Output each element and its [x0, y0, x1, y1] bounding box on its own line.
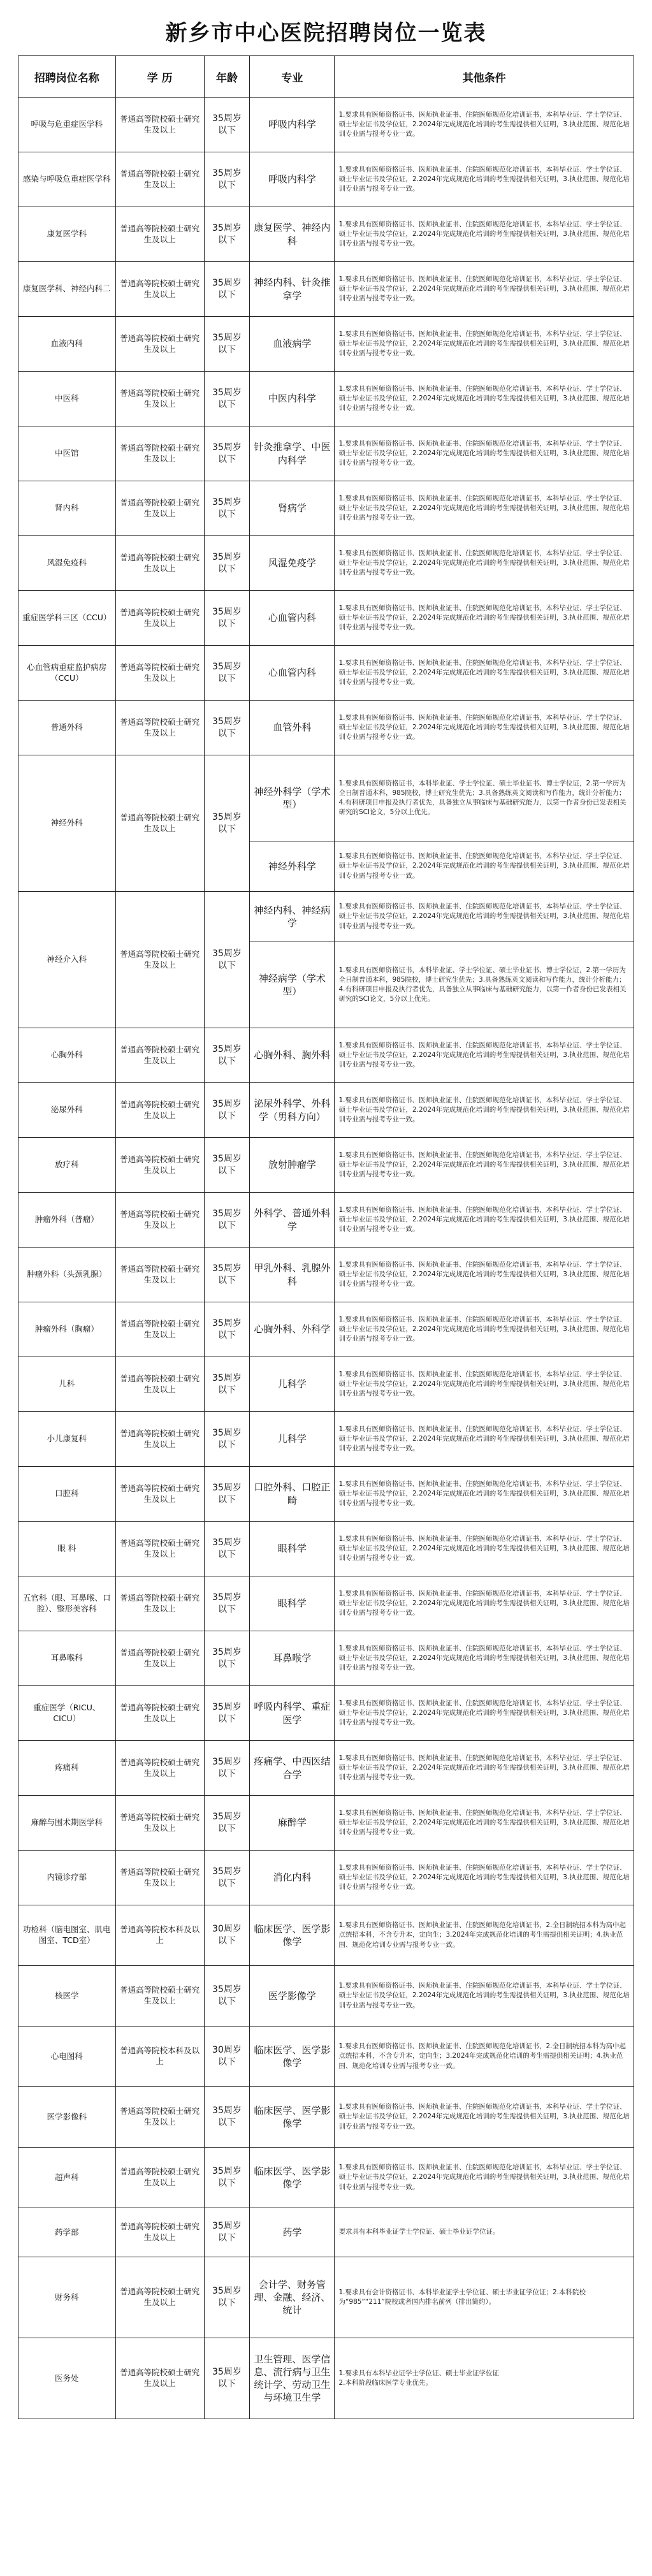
cell-edu: 普通高等院校硕士研究生及以上: [115, 2257, 204, 2338]
cell-age: 35周岁以下: [204, 207, 249, 262]
table-row: [18, 152, 634, 207]
cell-major: 针灸推拿学、中医内科学: [250, 426, 335, 481]
cell-major: 心胸外科、外科学: [250, 1302, 335, 1357]
cell-major: 药学: [250, 2208, 335, 2257]
cell-cond: 1.要求具有医师资格证书、医师执业证书、住院医师规范化培训证书，本科毕业证、学士学位证、硕士毕业证书及学位证，2.2024年完成规范化培训的考生需提供相关证明，3.执业范围、规范化培训专业需与报考专业一致。: [335, 1631, 634, 1686]
cell-age: 35周岁以下: [204, 1966, 249, 2027]
cell-cond: 1.要求具有医师资格证书、医师执业证书、住院医师规范化培训证书，本科毕业证、学士学位证、硕士毕业证书及学位证，2.2024年完成规范化培训的考生需提供相关证明，3.执业范围、规范化培训专业需与报考专业一致。: [335, 2148, 634, 2208]
cell-major: 疼痛学、中西医结合学: [250, 1741, 335, 1796]
cell-dept: 感染与呼吸危重症医学科: [18, 152, 116, 207]
cell-dept: 风湿免疫科: [18, 536, 116, 591]
table-row: [18, 1028, 634, 1083]
cell-age: 35周岁以下: [204, 1302, 249, 1357]
table-row: [18, 1467, 634, 1522]
cell-cond: 1.要求具有医师资格证书，本科毕业证、学士学位证、硕士毕业证书、博士学位证，2.第一学历为全日制普通本科，985院校，博士研究生优先；3.具备熟练英文阅读和写作能力，统计分析能力；4.有科研项目申报及执行者优先，具备独立从事临床与基础研究能力，以第一作者身份已发表相关研究的SCI论文，5分以上优先。: [335, 942, 634, 1028]
table-header-row: [18, 56, 634, 98]
cell-major: 临床医学、医学影像学: [250, 2148, 335, 2208]
table-row: [18, 2087, 634, 2148]
cell-edu: 普通高等院校硕士研究生及以上: [115, 1631, 204, 1686]
cell-dept: 肿瘤外科（胸瘤）: [18, 1302, 116, 1357]
cell-edu: 普通高等院校硕士研究生及以上: [115, 481, 204, 536]
table-row: [18, 481, 634, 536]
page-title: 新乡市中心医院招聘岗位一览表: [165, 20, 487, 46]
cell-edu: 普通高等院校硕士研究生及以上: [115, 1028, 204, 1083]
table-row: [18, 1966, 634, 2027]
cell-edu: 普通高等院校硕士研究生及以上: [115, 591, 204, 646]
cell-dept: 耳鼻喉科: [18, 1631, 116, 1686]
cell-major: 消化内科: [250, 1851, 335, 1905]
cell-cond: 1.要求具有医师资格证书、医师执业证书、住院医师规范化培训证书，本科毕业证、学士学位证、硕士毕业证书及学位证，2.2024年完成规范化培训的考生需提供相关证明，3.执业范围、规范化培训专业需与报考专业一致。: [335, 2087, 634, 2148]
cell-dept: 儿科: [18, 1357, 116, 1412]
cell-age: 35周岁以下: [204, 2338, 249, 2419]
cell-cond: 1.要求具有医师资格证书、医师执业证书、住院医师规范化培训证书，本科毕业证、学士学位证、硕士毕业证书及学位证，2.2024年完成规范化培训的考生需提供相关证明，3.执业范围、规范化培训专业需与报考专业一致。: [335, 262, 634, 317]
cell-cond: 1.要求具有医师资格证书、医师执业证书、住院医师规范化培训证书，本科毕业证、学士学位证、硕士毕业证书及学位证，2.2024年完成规范化培训的考生需提供相关证明，3.执业范围、规范化培训专业需与报考专业一致。: [335, 1083, 634, 1138]
cell-major: 临床医学、医学影像学: [250, 2027, 335, 2087]
table-row: [18, 646, 634, 701]
cell-major: 泌尿外科学、外科学（男科方向）: [250, 1083, 335, 1138]
cell-edu: 普通高等院校硕士研究生及以上: [115, 646, 204, 701]
cell-cond: 1.要求具有医师资格证书、医师执业证书、住院医师规范化培训证书，2.全日制统招本科为高中起点统招本科，不含专升本，定向生；3.2024年完成规范化培训的考生需提供相关证明；4.执业范围、规范化培训专业需与报考专业一致。: [335, 2027, 634, 2087]
cell-edu: 普通高等院校硕士研究生及以上: [115, 1357, 204, 1412]
cell-major: 卫生管理、医学信息、流行病与卫生统计学、劳动卫生与环境卫生学: [250, 2338, 335, 2419]
cell-dept: 康复医学科: [18, 207, 116, 262]
cell-age: 35周岁以下: [204, 1028, 249, 1083]
cell-major: 眼科学: [250, 1576, 335, 1631]
cell-edu: 普通高等院校硕士研究生及以上: [115, 1193, 204, 1248]
table-row: [18, 1741, 634, 1796]
cell-dept: 康复医学科、神经内科二: [18, 262, 116, 317]
cell-edu: 普通高等院校硕士研究生及以上: [115, 2338, 204, 2419]
cell-edu: 普通高等院校硕士研究生及以上: [115, 372, 204, 426]
table-row: [18, 701, 634, 755]
header-age: 年龄: [204, 56, 249, 98]
cell-edu: 普通高等院校硕士研究生及以上: [115, 536, 204, 591]
cell-age: 35周岁以下: [204, 1467, 249, 1522]
table-row: [18, 1905, 634, 1966]
cell-dept: 功检科（脑电图室、肌电图室、TCD室）: [18, 1905, 116, 1966]
cell-cond: 1.要求具有会计资格证书、本科毕业证学士学位证、硕士毕业证学位证；2.本科院校为“985”“211”院校或者国内排名前列（排出简约）。: [335, 2257, 634, 2338]
cell-major: 耳鼻喉学: [250, 1631, 335, 1686]
table-row: [18, 1302, 634, 1357]
cell-dept: 心胸外科: [18, 1028, 116, 1083]
cell-cond: 1.要求具有医师资格证书、医师执业证书、住院医师规范化培训证书，2.全日制统招本科为高中起点统招本科，不含专升本，定向生；3.2024年完成规范化培训的考生需提供相关证明；4.执业范围、规范化培训专业需与报考专业一致。: [335, 1905, 634, 1966]
cell-age: 35周岁以下: [204, 2087, 249, 2148]
table-row: [18, 536, 634, 591]
cell-major: 外科学、普通外科学: [250, 1193, 335, 1248]
table-row: [18, 1796, 634, 1851]
cell-age: 35周岁以下: [204, 1796, 249, 1851]
table-row: [18, 1357, 634, 1412]
cell-cond: 1.要求具有医师资格证书、医师执业证书、住院医师规范化培训证书，本科毕业证、学士学位证、硕士毕业证书及学位证，2.2024年完成规范化培训的考生需提供相关证明，3.执业范围、规范化培训专业需与报考专业一致。: [335, 152, 634, 207]
cell-major: 中医内科学: [250, 372, 335, 426]
cell-dept: 口腔科: [18, 1467, 116, 1522]
cell-dept: 小儿康复科: [18, 1412, 116, 1467]
cell-cond: 1.要求具有医师资格证书、医师执业证书、住院医师规范化培训证书，本科毕业证、学士学位证、硕士毕业证书及学位证，2.2024年完成规范化培训的考生需提供相关证明，3.执业范围、规范化培训专业需与报考专业一致。: [335, 536, 634, 591]
cell-major: 儿科学: [250, 1412, 335, 1467]
table-row: [18, 98, 634, 152]
cell-major: 临床医学、医学影像学: [250, 2087, 335, 2148]
cell-cond: 1.要求具有医师资格证书、医师执业证书、住院医师规范化培训证书，本科毕业证、学士学位证、硕士毕业证书及学位证，2.2024年完成规范化培训的考生需提供相关证明，3.执业范围、规范化培训专业需与报考专业一致。: [335, 426, 634, 481]
cell-edu: 普通高等院校硕士研究生及以上: [115, 207, 204, 262]
cell-age: 35周岁以下: [204, 1138, 249, 1193]
table-row: [18, 1083, 634, 1138]
cell-age: 35周岁以下: [204, 1248, 249, 1302]
table-row: [18, 2257, 634, 2338]
table-row: [18, 262, 634, 317]
cell-edu: 普通高等院校硕士研究生及以上: [115, 1412, 204, 1467]
cell-dept: 呼吸与危重症医学科: [18, 98, 116, 152]
cell-major: 心血管内科: [250, 646, 335, 701]
cell-cond: 1.要求具有医师资格证书、医师执业证书、住院医师规范化培训证书，本科毕业证、学士学位证、硕士毕业证书及学位证，2.2024年完成规范化培训的考生需提供相关证明，3.执业范围、规范化培训专业需与报考专业一致。: [335, 1576, 634, 1631]
cell-age: 35周岁以下: [204, 1522, 249, 1576]
cell-edu: 普通高等院校硕士研究生及以上: [115, 98, 204, 152]
table-row: [18, 1138, 634, 1193]
cell-age: 35周岁以下: [204, 1357, 249, 1412]
cell-dept: 眼 科: [18, 1522, 116, 1576]
cell-dept: 疼痛科: [18, 1741, 116, 1796]
cell-age: 35周岁以下: [204, 98, 249, 152]
cell-dept: 肾内科: [18, 481, 116, 536]
cell-major: 神经外科学（学术型）: [250, 755, 335, 841]
cell-edu: 普通高等院校硕士研究生及以上: [115, 1522, 204, 1576]
cell-edu: 普通高等院校硕士研究生及以上: [115, 1851, 204, 1905]
cell-age: 35周岁以下: [204, 426, 249, 481]
header-edu: 学 历: [115, 56, 204, 98]
cell-cond: 1.要求具有医师资格证书、医师执业证书、住院医师规范化培训证书，本科毕业证、学士学位证、硕士毕业证书及学位证，2.2024年完成规范化培训的考生需提供相关证明，3.执业范围、规范化培训专业需与报考专业一致。: [335, 646, 634, 701]
table-row: [18, 1631, 634, 1686]
cell-edu: 普通高等院校硕士研究生及以上: [115, 2148, 204, 2208]
cell-major: 肾病学: [250, 481, 335, 536]
cell-age: 35周岁以下: [204, 591, 249, 646]
cell-dept: 泌尿外科: [18, 1083, 116, 1138]
cell-edu: 普通高等院校硕士研究生及以上: [115, 426, 204, 481]
cell-edu: 普通高等院校硕士研究生及以上: [115, 262, 204, 317]
cell-major: 呼吸内科学、重症医学: [250, 1686, 335, 1741]
cell-major: 神经病学（学术型）: [250, 942, 335, 1028]
cell-cond: 1.要求具有医师资格证书、医师执业证书、住院医师规范化培训证书，本科毕业证、学士学位证、硕士毕业证书及学位证，2.2024年完成规范化培训的考生需提供相关证明，3.执业范围、规范化培训专业需与报考专业一致。: [335, 1796, 634, 1851]
cell-age: 30周岁以下: [204, 1905, 249, 1966]
cell-edu: 普通高等院校硕士研究生及以上: [115, 1686, 204, 1741]
cell-edu: 普通高等院校硕士研究生及以上: [115, 2087, 204, 2148]
cell-age: 35周岁以下: [204, 317, 249, 372]
cell-edu: 普通高等院校硕士研究生及以上: [115, 1467, 204, 1522]
table-row: [18, 1522, 634, 1576]
cell-dept: 肿瘤外科（普瘤）: [18, 1193, 116, 1248]
cell-cond: 1.要求具有医师资格证书、医师执业证书、住院医师规范化培训证书，本科毕业证、学士学位证、硕士毕业证书及学位证，2.2024年完成规范化培训的考生需提供相关证明，3.执业范围、规范化培训专业需与报考专业一致。: [335, 1741, 634, 1796]
cell-cond: 1.要求具有医师资格证书、医师执业证书、住院医师规范化培训证书，本科毕业证、学士学位证、硕士毕业证书及学位证，2.2024年完成规范化培训的考生需提供相关证明，3.执业范围、规范化培训专业需与报考专业一致。: [335, 1686, 634, 1741]
cell-cond: 1.要求具有医师资格证书、医师执业证书、住院医师规范化培训证书，本科毕业证、学士学位证、硕士毕业证书及学位证，2.2024年完成规范化培训的考生需提供相关证明，3.执业范围、规范化培训专业需与报考专业一致。: [335, 1028, 634, 1083]
cell-dept: 放疗科: [18, 1138, 116, 1193]
cell-major: 心血管内科: [250, 591, 335, 646]
cell-dept: 药学部: [18, 2208, 116, 2257]
cell-edu: 普通高等院校本科及以上: [115, 1905, 204, 1966]
cell-major: 神经外科学: [250, 841, 335, 892]
cell-dept: 医学影像科: [18, 2087, 116, 2148]
cell-cond: 1.要求具有医师资格证书、医师执业证书、住院医师规范化培训证书，本科毕业证、学士学位证、硕士毕业证书及学位证，2.2024年完成规范化培训的考生需提供相关证明，3.执业范围、规范化培训专业需与报考专业一致。: [335, 841, 634, 892]
table-row: [18, 207, 634, 262]
table-row: [18, 1248, 634, 1302]
cell-age: 35周岁以下: [204, 1412, 249, 1467]
cell-age: 30周岁以下: [204, 2027, 249, 2087]
cell-age: 35周岁以下: [204, 1631, 249, 1686]
cell-cond: 1.要求具有医师资格证书、医师执业证书、住院医师规范化培训证书，本科毕业证、学士学位证、硕士毕业证书及学位证，2.2024年完成规范化培训的考生需提供相关证明，3.执业范围、规范化培训专业需与报考专业一致。: [335, 1966, 634, 2027]
table-row: [18, 892, 634, 942]
cell-cond: 1.要求具有医师资格证书、医师执业证书、住院医师规范化培训证书，本科毕业证、学士学位证、硕士毕业证书及学位证，2.2024年完成规范化培训的考生需提供相关证明，3.执业范围、规范化培训专业需与报考专业一致。: [335, 1248, 634, 1302]
table-row: [18, 2027, 634, 2087]
cell-edu: 普通高等院校硕士研究生及以上: [115, 152, 204, 207]
cell-age: 35周岁以下: [204, 2148, 249, 2208]
cell-dept: 财务科: [18, 2257, 116, 2338]
cell-cond: 1.要求具有医师资格证书、医师执业证书、住院医师规范化培训证书，本科毕业证、学士学位证、硕士毕业证书及学位证，2.2024年完成规范化培训的考生需提供相关证明，3.执业范围、规范化培训专业需与报考专业一致。: [335, 892, 634, 942]
cell-major: 心胸外科、胸外科: [250, 1028, 335, 1083]
cell-dept: 心电图科: [18, 2027, 116, 2087]
cell-dept: 血液内科: [18, 317, 116, 372]
cell-age: 35周岁以下: [204, 262, 249, 317]
table-row: [18, 2208, 634, 2257]
cell-dept: 内镜诊疗部: [18, 1851, 116, 1905]
cell-edu: 普通高等院校本科及以上: [115, 2027, 204, 2087]
cell-edu: 普通高等院校硕士研究生及以上: [115, 2208, 204, 2257]
cell-dept: 麻醉与围术期医学科: [18, 1796, 116, 1851]
header-dept: 招聘岗位名称: [18, 56, 116, 98]
table-row: [18, 2338, 634, 2419]
table-row: [18, 2148, 634, 2208]
cell-dept: 核医学: [18, 1966, 116, 2027]
table-row: [18, 591, 634, 646]
cell-age: 35周岁以下: [204, 1576, 249, 1631]
cell-dept: 五官科（眼、耳鼻喉、口腔）、整形美容科: [18, 1576, 116, 1631]
cell-edu: 普通高等院校硕士研究生及以上: [115, 317, 204, 372]
cell-major: 会计学、财务管理、金融、经济、统计: [250, 2257, 335, 2338]
cell-dept: 肿瘤外科（头颈乳腺）: [18, 1248, 116, 1302]
cell-dept: 中医馆: [18, 426, 116, 481]
cell-age: 35周岁以下: [204, 1083, 249, 1138]
cell-dept: 普通外科: [18, 701, 116, 755]
cell-major: 甲乳外科、乳腺外科: [250, 1248, 335, 1302]
cell-cond: 要求具有本科毕业证学士学位证、硕士毕业证学位证。: [335, 2208, 634, 2257]
cell-age: 35周岁以下: [204, 646, 249, 701]
cell-major: 神经内科、针灸推拿学: [250, 262, 335, 317]
table-body: [18, 98, 634, 2419]
cell-edu: 普通高等院校硕士研究生及以上: [115, 755, 204, 892]
cell-age: 35周岁以下: [204, 1193, 249, 1248]
cell-edu: 普通高等院校硕士研究生及以上: [115, 1083, 204, 1138]
cell-major: 麻醉学: [250, 1796, 335, 1851]
cell-dept: 超声科: [18, 2148, 116, 2208]
cell-dept: 心血管病重症监护病房（CCU）: [18, 646, 116, 701]
header-cond: 其他条件: [335, 56, 634, 98]
table-row: [18, 1193, 634, 1248]
cell-dept: 中医科: [18, 372, 116, 426]
cell-major: 血管外科: [250, 701, 335, 755]
cell-cond: 1.要求具有医师资格证书、医师执业证书、住院医师规范化培训证书，本科毕业证、学士学位证、硕士毕业证书及学位证，2.2024年完成规范化培训的考生需提供相关证明，3.执业范围、规范化培训专业需与报考专业一致。: [335, 1522, 634, 1576]
cell-age: 35周岁以下: [204, 152, 249, 207]
cell-major: 临床医学、医学影像学: [250, 1905, 335, 1966]
cell-cond: 1.要求具有医师资格证书、医师执业证书、住院医师规范化培训证书，本科毕业证、学士学位证、硕士毕业证书及学位证，2.2024年完成规范化培训的考生需提供相关证明，3.执业范围、规范化培训专业需与报考专业一致。: [335, 1357, 634, 1412]
cell-edu: 普通高等院校硕士研究生及以上: [115, 1741, 204, 1796]
cell-dept: 重症医学科三区（CCU）: [18, 591, 116, 646]
cell-age: 35周岁以下: [204, 1851, 249, 1905]
cell-cond: 1.要求具有医师资格证书、医师执业证书、住院医师规范化培训证书，本科毕业证、学士学位证、硕士毕业证书及学位证，2.2024年完成规范化培训的考生需提供相关证明，3.执业范围、规范化培训专业需与报考专业一致。: [335, 1851, 634, 1905]
cell-cond: 1.要求具有医师资格证书、医师执业证书、住院医师规范化培训证书，本科毕业证、学士学位证、硕士毕业证书及学位证，2.2024年完成规范化培训的考生需提供相关证明，3.执业范围、规范化培训专业需与报考专业一致。: [335, 1467, 634, 1522]
cell-major: 血液病学: [250, 317, 335, 372]
cell-major: 神经内科、神经病学: [250, 892, 335, 942]
cell-major: 呼吸内科学: [250, 152, 335, 207]
cell-dept: 神经外科: [18, 755, 116, 892]
table-row: [18, 1686, 634, 1741]
cell-age: 35周岁以下: [204, 2208, 249, 2257]
cell-age: 35周岁以下: [204, 536, 249, 591]
table-row: [18, 1851, 634, 1905]
cell-cond: 1.要求具有医师资格证书，本科毕业证、学士学位证、硕士毕业证书、博士学位证，2.第一学历为全日制普通本科，985院校，博士研究生优先；3.具备熟练英文阅读和写作能力，统计分析能力；4.有科研项目申报及执行者优先，具备独立从事临床与基础研究能力，以第一作者身份已发表相关研究的SCI论文，5分以上优先。: [335, 755, 634, 841]
table-row: [18, 372, 634, 426]
cell-cond: 1.要求具有医师资格证书、医师执业证书、住院医师规范化培训证书，本科毕业证、学士学位证、硕士毕业证书及学位证，2.2024年完成规范化培训的考生需提供相关证明，3.执业范围、规范化培训专业需与报考专业一致。: [335, 1193, 634, 1248]
cell-major: 儿科学: [250, 1357, 335, 1412]
cell-cond: 1.要求具有医师资格证书、医师执业证书、住院医师规范化培训证书，本科毕业证、学士学位证、硕士毕业证书及学位证，2.2024年完成规范化培训的考生需提供相关证明，3.执业范围、规范化培训专业需与报考专业一致。: [335, 591, 634, 646]
cell-edu: 普通高等院校硕士研究生及以上: [115, 701, 204, 755]
cell-edu: 普通高等院校硕士研究生及以上: [115, 1138, 204, 1193]
cell-major: 康复医学、神经内科: [250, 207, 335, 262]
cell-age: 35周岁以下: [204, 1741, 249, 1796]
cell-age: 35周岁以下: [204, 481, 249, 536]
table-row: [18, 426, 634, 481]
cell-dept: 重症医学（RICU、CICU）: [18, 1686, 116, 1741]
cell-cond: 1.要求具有医师资格证书、医师执业证书、住院医师规范化培训证书，本科毕业证、学士学位证、硕士毕业证书及学位证，2.2024年完成规范化培训的考生需提供相关证明，3.执业范围、规范化培训专业需与报考专业一致。: [335, 481, 634, 536]
cell-age: 35周岁以下: [204, 701, 249, 755]
cell-cond: 1.要求具有医师资格证书、医师执业证书、住院医师规范化培训证书，本科毕业证、学士学位证、硕士毕业证书及学位证，2.2024年完成规范化培训的考生需提供相关证明，3.执业范围、规范化培训专业需与报考专业一致。: [335, 317, 634, 372]
cell-major: 风湿免疫学: [250, 536, 335, 591]
cell-major: 呼吸内科学: [250, 98, 335, 152]
cell-cond: 1.要求具有医师资格证书、医师执业证书、住院医师规范化培训证书，本科毕业证、学士学位证、硕士毕业证书及学位证，2.2024年完成规范化培训的考生需提供相关证明，3.执业范围、规范化培训专业需与报考专业一致。: [335, 1138, 634, 1193]
cell-cond: 1.要求具有医师资格证书、医师执业证书、住院医师规范化培训证书，本科毕业证、学士学位证、硕士毕业证书及学位证，2.2024年完成规范化培训的考生需提供相关证明，3.执业范围、规范化培训专业需与报考专业一致。: [335, 98, 634, 152]
table-row: [18, 1412, 634, 1467]
cell-edu: 普通高等院校硕士研究生及以上: [115, 1966, 204, 2027]
cell-age: 35周岁以下: [204, 892, 249, 1028]
cell-edu: 普通高等院校硕士研究生及以上: [115, 1302, 204, 1357]
cell-age: 35周岁以下: [204, 2257, 249, 2338]
cell-age: 35周岁以下: [204, 1686, 249, 1741]
table-row: [18, 317, 634, 372]
cell-edu: 普通高等院校硕士研究生及以上: [115, 1796, 204, 1851]
job-table: [18, 55, 634, 2419]
cell-cond: 1.要求具有医师资格证书、医师执业证书、住院医师规范化培训证书，本科毕业证、学士学位证、硕士毕业证书及学位证，2.2024年完成规范化培训的考生需提供相关证明，3.执业范围、规范化培训专业需与报考专业一致。: [335, 1302, 634, 1357]
cell-cond: 1.要求具有医师资格证书、医师执业证书、住院医师规范化培训证书，本科毕业证、学士学位证、硕士毕业证书及学位证，2.2024年完成规范化培训的考生需提供相关证明，3.执业范围、规范化培训专业需与报考专业一致。: [335, 372, 634, 426]
cell-major: 放射肿瘤学: [250, 1138, 335, 1193]
cell-edu: 普通高等院校硕士研究生及以上: [115, 892, 204, 1028]
cell-cond: 1.要求具有医师资格证书、医师执业证书、住院医师规范化培训证书，本科毕业证、学士学位证、硕士毕业证书及学位证，2.2024年完成规范化培训的考生需提供相关证明，3.执业范围、规范化培训专业需与报考专业一致。: [335, 701, 634, 755]
header-major: 专业: [250, 56, 335, 98]
table-row: [18, 755, 634, 841]
cell-cond: 1.要求具有本科毕业证学士学位证、硕士毕业证学位证 2.本科阶段临床医学专业优先。: [335, 2338, 634, 2419]
cell-major: 医学影像学: [250, 1966, 335, 2027]
cell-dept: 神经介入科: [18, 892, 116, 1028]
cell-cond: 1.要求具有医师资格证书、医师执业证书、住院医师规范化培训证书，本科毕业证、学士学位证、硕士毕业证书及学位证，2.2024年完成规范化培训的考生需提供相关证明，3.执业范围、规范化培训专业需与报考专业一致。: [335, 207, 634, 262]
cell-major: 口腔外科、口腔正畸: [250, 1467, 335, 1522]
cell-major: 眼科学: [250, 1522, 335, 1576]
cell-age: 35周岁以下: [204, 372, 249, 426]
cell-age: 35周岁以下: [204, 755, 249, 892]
cell-edu: 普通高等院校硕士研究生及以上: [115, 1248, 204, 1302]
cell-cond: 1.要求具有医师资格证书、医师执业证书、住院医师规范化培训证书，本科毕业证、学士学位证、硕士毕业证书及学位证，2.2024年完成规范化培训的考生需提供相关证明，3.执业范围、规范化培训专业需与报考专业一致。: [335, 1412, 634, 1467]
table-row: [18, 1576, 634, 1631]
cell-edu: 普通高等院校硕士研究生及以上: [115, 1576, 204, 1631]
cell-dept: 医务处: [18, 2338, 116, 2419]
